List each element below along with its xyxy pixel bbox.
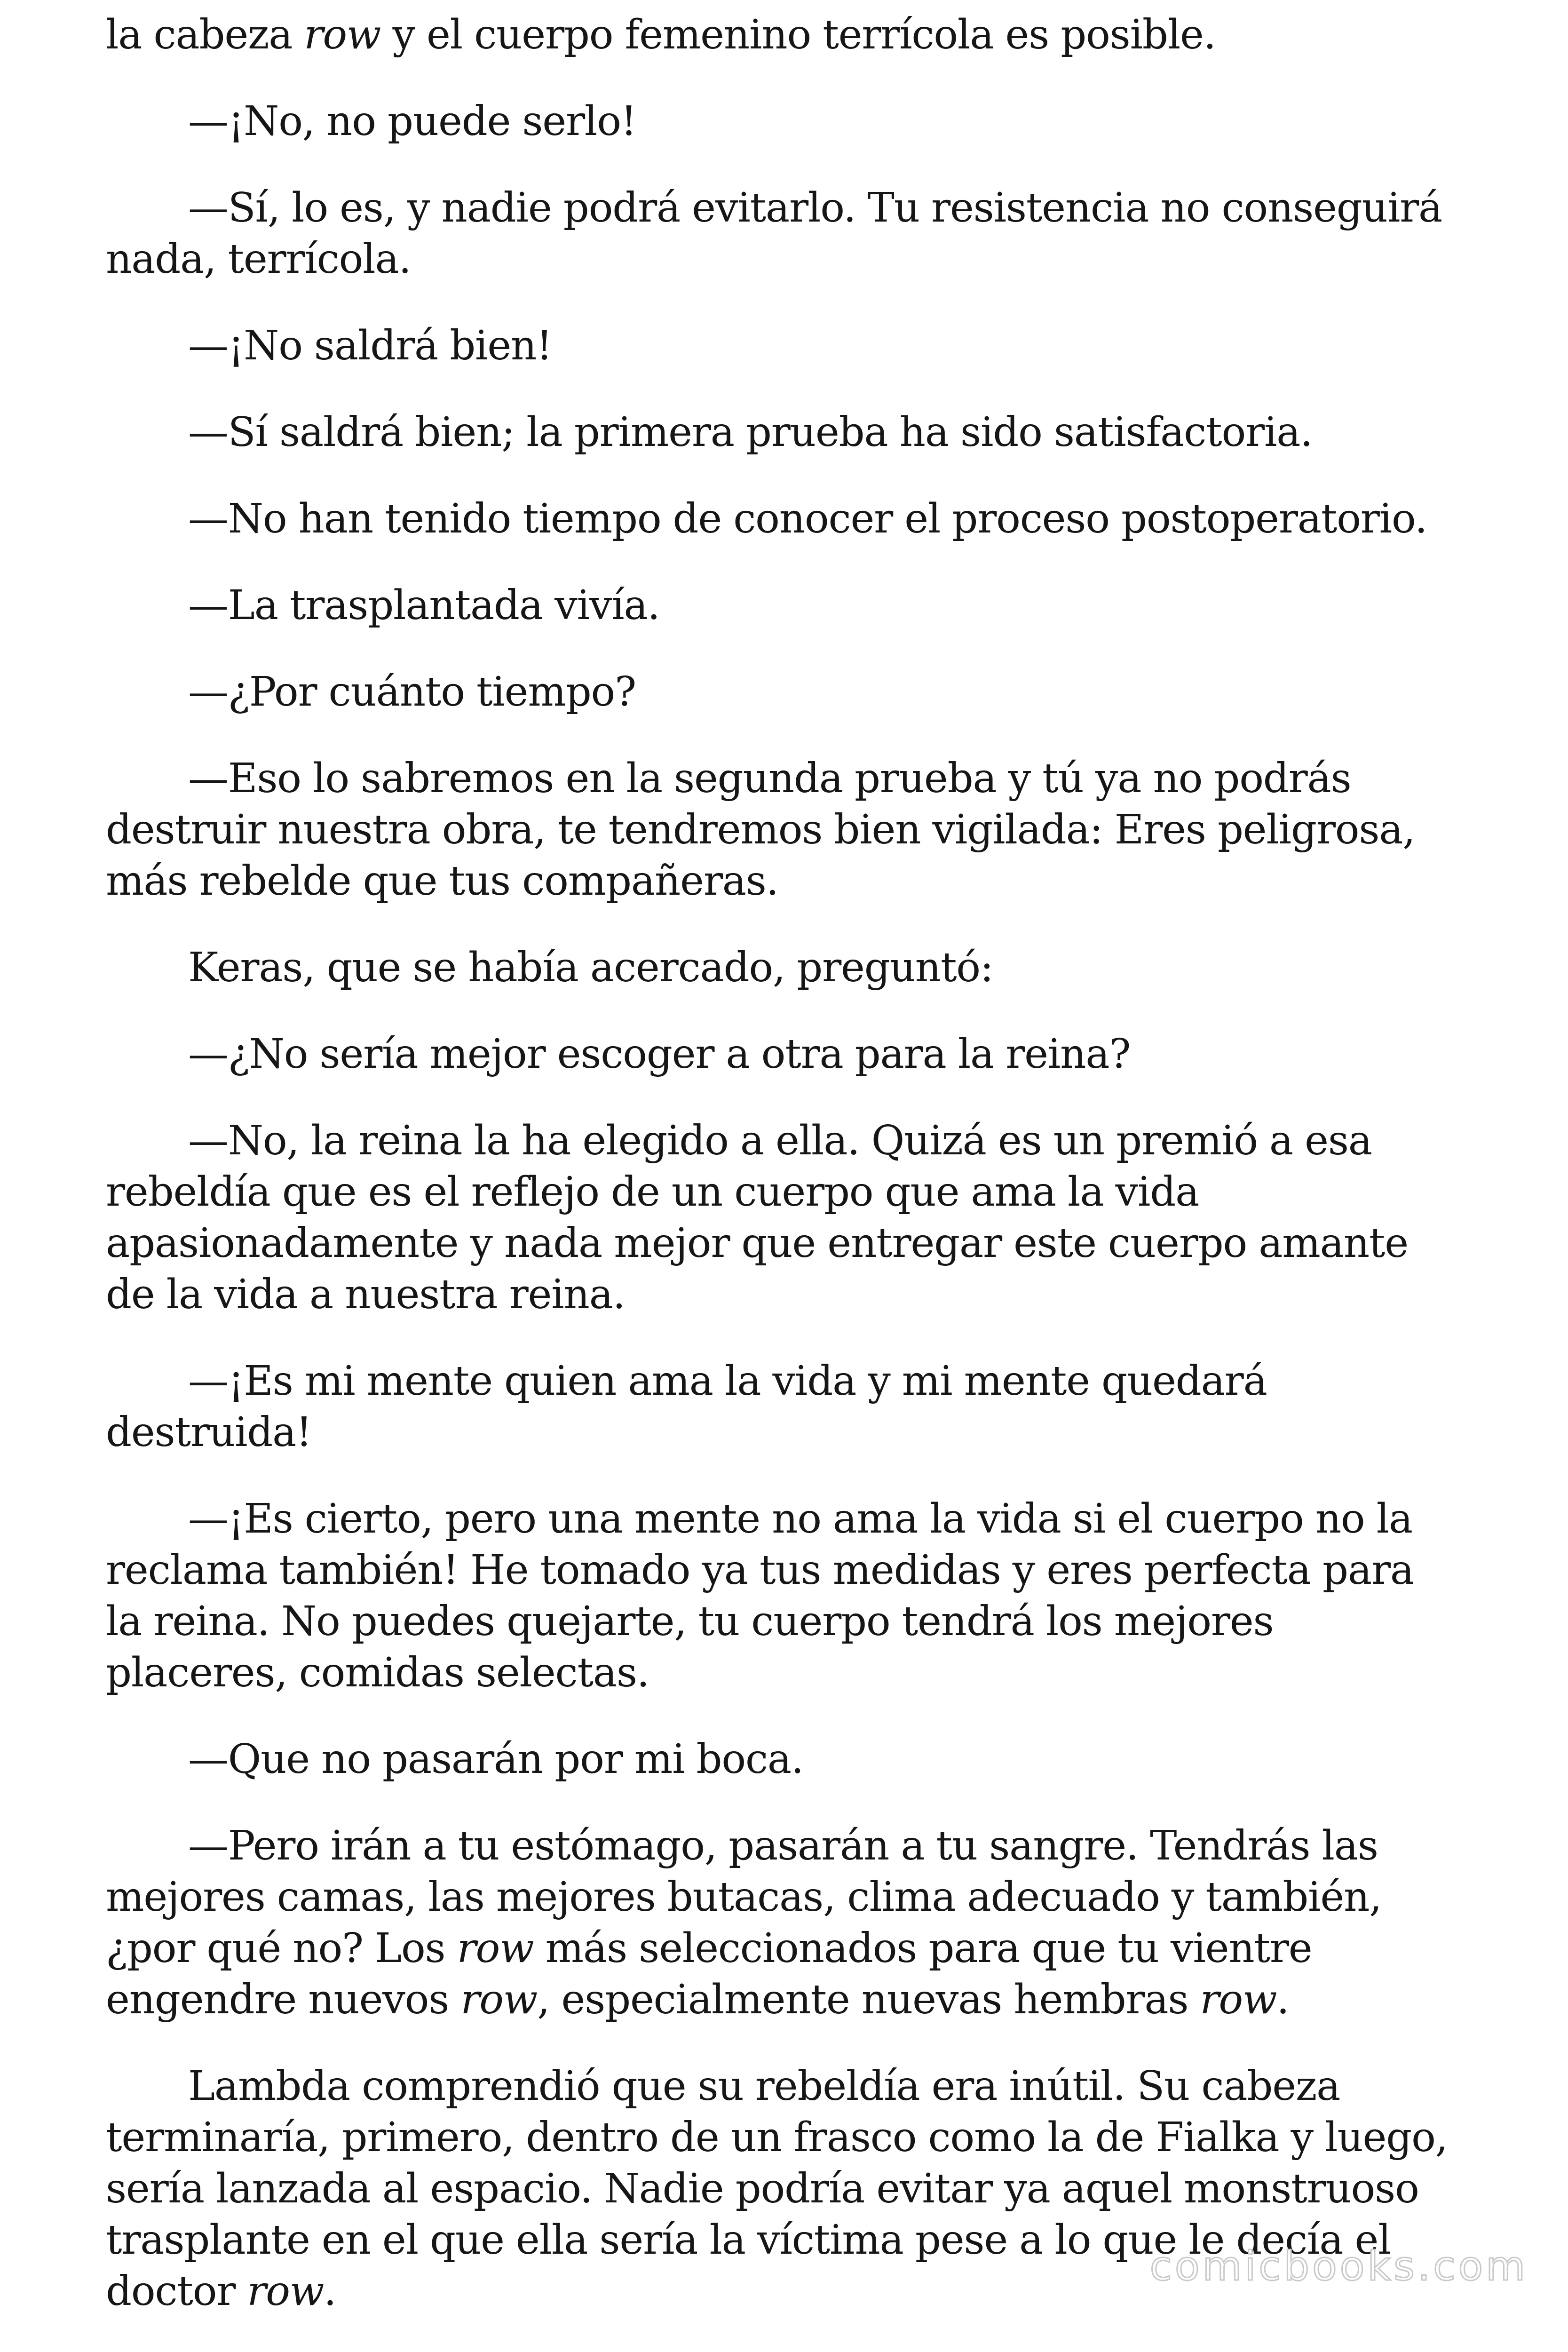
text-segment: .	[324, 2268, 336, 2315]
text-segment: —¡Es cierto, pero una mente no ama la vida si el cuerpo no la reclama también! He tomado ya tus medidas y eres perfecta para la reina. No puedes quejarte, tu cuerpo tendrá los mejores placeres, comidas selectas.	[106, 1495, 1414, 1696]
text-segment: —¡No, no puede serlo!	[188, 98, 637, 145]
paragraph	[106, 407, 1456, 458]
italic-text: row	[247, 2268, 324, 2315]
paragraph	[106, 580, 1456, 631]
paragraph	[106, 942, 1456, 993]
text-segment: la cabeza	[106, 11, 304, 58]
text-segment: Keras, que se había acercado, preguntó:	[188, 944, 993, 991]
paragraph	[106, 9, 1456, 61]
text-segment: .	[1276, 1976, 1289, 2023]
paragraph	[106, 1356, 1456, 1458]
text-segment: —¿Por cuánto tiempo?	[188, 668, 636, 715]
paragraph	[106, 667, 1456, 718]
italic-text: row	[1200, 1976, 1277, 2023]
text-segment: —No, la reina la ha elegido a ella. Quizá es un premió a esa rebeldía que es el reflejo de un cuerpo que ama la vida apasionadamente y nada mejor que entregar este cuerpo amante de la vida a nuestra reina.	[106, 1117, 1408, 1318]
italic-text: row	[304, 11, 381, 58]
text-segment: —No han tenido tiempo de conocer el proceso postoperatorio.	[188, 495, 1427, 542]
text-segment: —Eso lo sabremos en la segunda prueba y tú ya no podrás destruir nuestra obra, te tendremos bien vigilada: Eres peligrosa, más rebelde que tus compañeras.	[106, 755, 1415, 905]
text-segment: más seleccionados para que tu vientre engendre nuevos	[106, 1925, 1312, 2023]
italic-text: row	[457, 1925, 534, 1972]
paragraph	[106, 1029, 1456, 1080]
text-segment: —Pero irán a tu estómago, pasarán a tu sangre. Tendrás las mejores camas, las mejores butacas, clima adecuado y también, ¿por qué no? Los	[106, 1822, 1382, 1972]
watermark-text: comicbooks.com	[1149, 2243, 1528, 2290]
paragraph	[106, 1820, 1456, 2026]
paragraph	[106, 320, 1456, 372]
text-segment: —Que no pasarán por mi boca.	[188, 1736, 804, 1783]
paragraph	[106, 493, 1456, 545]
text-segment: —¿No sería mejor escoger a otra para la reina?	[188, 1031, 1131, 1078]
italic-text: row	[460, 1976, 538, 2023]
text-segment: —¡Es mi mente quien ama la vida y mi mente quedará destruida!	[106, 1358, 1267, 1456]
text-segment: —La trasplantada vivía.	[188, 582, 660, 629]
paragraph	[106, 1494, 1456, 1699]
text-segment: y el cuerpo femenino terrícola es posible.	[380, 11, 1216, 58]
paragraph	[106, 753, 1456, 907]
text-segment: —¡No saldrá bien!	[188, 322, 552, 369]
text-segment: Lambda comprendió que su rebeldía era inútil. Su cabeza terminaría, primero, dentro de un frasco como la de Fialka y luego, sería lanzada al espacio. Nadie podría evitar ya aquel monstruoso trasplante en el que ella sería la víctima pese a lo que le decía el doctor	[106, 2063, 1448, 2315]
text-column	[106, 9, 1456, 2317]
text-segment: —Sí, lo es, y nadie podrá evitarlo. Tu resistencia no conseguirá nada, terrícola.	[106, 184, 1442, 283]
paragraph	[106, 1734, 1456, 1785]
paragraph	[106, 183, 1456, 285]
paragraph	[106, 1115, 1456, 1320]
paragraph	[106, 96, 1456, 147]
text-segment: , especialmente nuevas hembras	[537, 1976, 1200, 2023]
text-segment: —Sí saldrá bien; la primera prueba ha sido satisfactoria.	[188, 409, 1313, 456]
